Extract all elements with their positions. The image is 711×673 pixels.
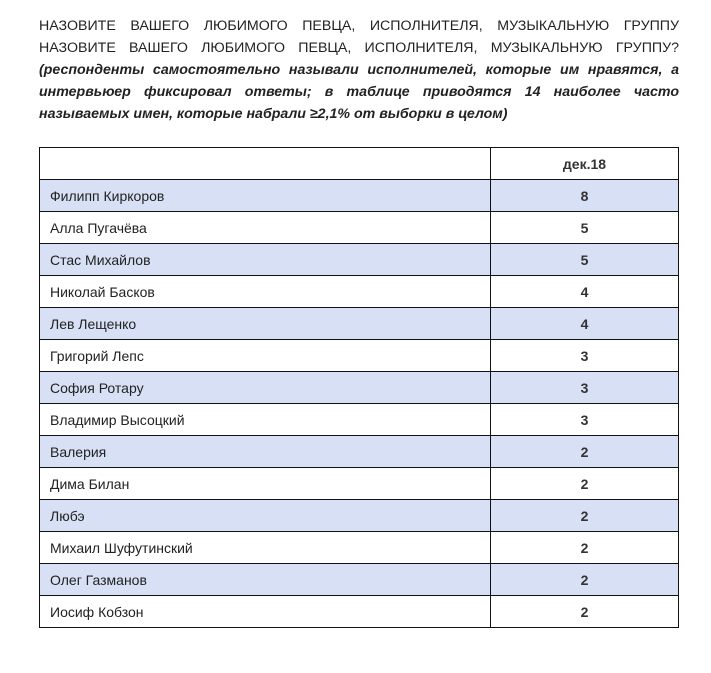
artist-value: 3	[491, 372, 679, 404]
artist-value: 4	[491, 276, 679, 308]
survey-question	[39, 15, 679, 125]
table-header-row	[40, 148, 679, 180]
table-row	[40, 372, 679, 404]
table-row	[40, 468, 679, 500]
artist-value: 5	[491, 212, 679, 244]
question-line-1: НАЗОВИТЕ ВАШЕГО ЛЮБИМОГО ПЕВЦА, ИСПОЛНИТЕЛЯ, МУЗЫКАЛЬНУЮ ГРУППУ	[39, 18, 679, 34]
table-row	[40, 564, 679, 596]
table-row	[40, 500, 679, 532]
artist-name: Николай Басков	[40, 276, 491, 308]
artist-name: София Ротару	[40, 372, 491, 404]
artist-name: Лев Лещенко	[40, 308, 491, 340]
artist-value: 2	[491, 596, 679, 628]
table-row	[40, 436, 679, 468]
artist-value: 2	[491, 532, 679, 564]
table-row	[40, 180, 679, 212]
table-row	[40, 244, 679, 276]
artist-value: 2	[491, 500, 679, 532]
question-note: (респонденты самостоятельно называли исполнителей, которые им нравятся, а интервьюер фиксировал ответы; в таблице приводятся 14 наиболее часто называемых имен, которые набрали ≥2,1% от выборки в целом)	[39, 62, 679, 122]
artist-name: Михаил Шуфутинский	[40, 532, 491, 564]
artist-value: 8	[491, 180, 679, 212]
header-period-cell: дек.18	[491, 148, 679, 180]
artist-name: Григорий Лепс	[40, 340, 491, 372]
artist-value: 2	[491, 468, 679, 500]
question-line-2: НАЗОВИТЕ ВАШЕГО ЛЮБИМОГО ПЕВЦА, ИСПОЛНИТЕЛЯ, МУЗЫКАЛЬНУЮ ГРУППУ?	[39, 40, 679, 56]
table-row	[40, 340, 679, 372]
artist-name: Алла Пугачёва	[40, 212, 491, 244]
artist-name: Олег Газманов	[40, 564, 491, 596]
header-name-cell	[40, 148, 491, 180]
table-row	[40, 276, 679, 308]
artist-value: 2	[491, 564, 679, 596]
table-row	[40, 308, 679, 340]
artist-name: Любэ	[40, 500, 491, 532]
artist-value: 5	[491, 244, 679, 276]
artist-name: Стас Михайлов	[40, 244, 491, 276]
artist-value: 3	[491, 404, 679, 436]
table-row	[40, 596, 679, 628]
artist-name: Иосиф Кобзон	[40, 596, 491, 628]
artist-name: Филипп Киркоров	[40, 180, 491, 212]
artist-name: Дима Билан	[40, 468, 491, 500]
table-row	[40, 404, 679, 436]
results-table	[39, 147, 679, 628]
artist-value: 3	[491, 340, 679, 372]
table-row	[40, 212, 679, 244]
table-row	[40, 532, 679, 564]
artist-name: Владимир Высоцкий	[40, 404, 491, 436]
artist-name: Валерия	[40, 436, 491, 468]
artist-value: 4	[491, 308, 679, 340]
artist-value: 2	[491, 436, 679, 468]
